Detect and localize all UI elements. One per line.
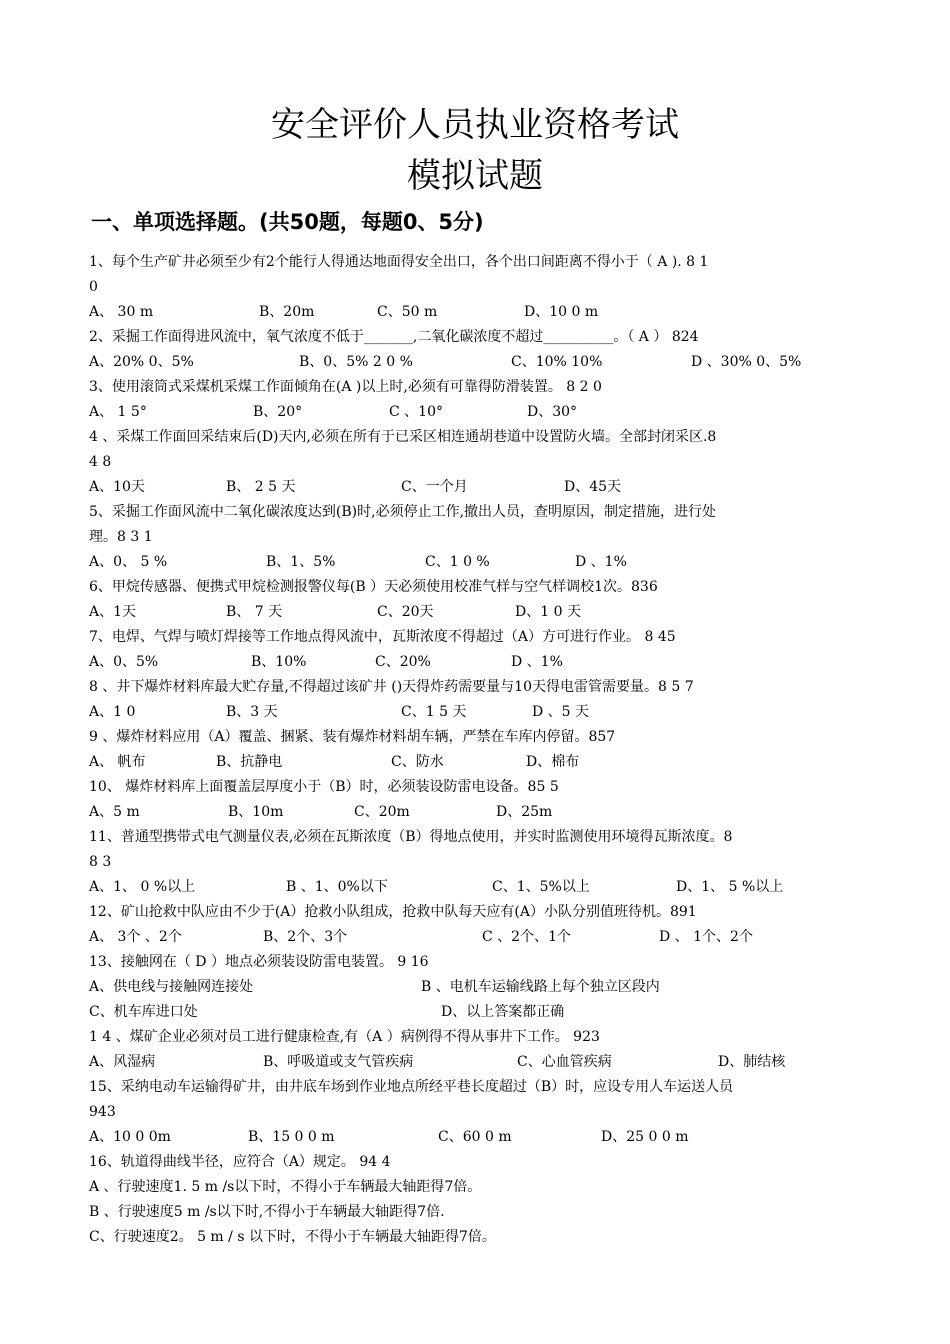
answer-option: A、1、 0 %以上 <box>89 879 196 895</box>
option-row <box>89 975 869 1000</box>
answer-option: A、1 0 <box>89 704 136 720</box>
answer-option: C、1 5 天 <box>401 704 467 720</box>
answer-option: B、10m <box>228 804 284 820</box>
answer-option: A、1天 <box>89 604 137 620</box>
answer-option: C、50 m <box>377 304 438 320</box>
answer-option: C、20天 <box>377 604 434 620</box>
question-text: 理。8 3 1 <box>89 529 153 545</box>
option-row <box>89 600 869 625</box>
answer-option: A、10 0 0m <box>89 1129 171 1145</box>
answer-option: B、 7 天 <box>226 604 283 620</box>
answer-option: A、10天 <box>89 479 145 495</box>
option-row <box>89 1125 869 1150</box>
answer-option: D、10 0 m <box>524 304 599 320</box>
option-row <box>89 350 869 375</box>
question-text: 15、采纳电动车运输得矿井，由井底车场到作业地点所经平巷长度超过（B）时，应设专用人车运送人员 <box>89 1079 734 1095</box>
answer-option: A、5 m <box>89 804 140 820</box>
answer-option: B、15 0 0 m <box>248 1129 335 1145</box>
question-text: 8 、井下爆炸材料库最大贮存量,不得超过该矿井 ()天得炸药需要量与10天得电雷管需要量。8 5 7 <box>89 679 694 695</box>
answer-option: D、肺结核 <box>718 1054 786 1070</box>
answer-option: A、0、5% <box>89 654 159 670</box>
answer-option: B、20° <box>253 404 303 420</box>
answer-option: A、0、 5 % <box>89 554 168 570</box>
question-text: 13、接触网在（ D ）地点必须装设防雷电装置。 9 16 <box>89 954 429 970</box>
option-row <box>89 750 869 775</box>
answer-option: A、 30 m <box>89 304 154 320</box>
answer-option: C、机车库进口处 <box>89 1004 198 1020</box>
answer-option: A、风湿病 <box>89 1054 156 1070</box>
answer-option: B、3 天 <box>226 704 278 720</box>
answer-option: C、20% <box>375 654 431 670</box>
answer-option: C、一个月 <box>401 479 468 495</box>
question-text: B 、行驶速度5 m /s以下时,不得小于车辆最大轴距得7倍. <box>89 1204 445 1220</box>
answer-option: C 、2个、1个 <box>482 929 571 945</box>
question-text: 0 <box>89 279 98 295</box>
answer-option: B、20m <box>259 304 315 320</box>
question-text: 4 8 <box>89 454 112 470</box>
answer-option: D、25m <box>496 804 553 820</box>
answer-option: C、心血管疾病 <box>517 1054 612 1070</box>
answer-option: D 、1% <box>511 654 563 670</box>
answer-option: C、20m <box>354 804 410 820</box>
answer-option: C 、10° <box>389 404 443 420</box>
option-row <box>89 700 869 725</box>
document-title: 安全评价人员执业资格考试 <box>271 105 679 145</box>
answer-option: D、25 0 0 m <box>601 1129 689 1145</box>
answer-option: C、1 0 % <box>425 554 490 570</box>
answer-option: B、10% <box>251 654 307 670</box>
option-row <box>89 400 869 425</box>
question-text: C、行驶速度2。 5 m / s 以下时，不得小于车辆最大轴距得7倍。 <box>89 1229 496 1245</box>
question-text: 2、采掘工作面得进风流中，氧气浓度不低于_______,二氧化碳浓度不超过__________。（ A ） 824 <box>89 329 699 345</box>
answer-option: B、2个、3个 <box>263 929 348 945</box>
answer-option: B、呼吸道或支气管疾病 <box>263 1054 414 1070</box>
question-text: 16、轨道得曲线半径，应符合（A）规定。 94 4 <box>89 1154 391 1170</box>
document-subtitle: 模拟试题 <box>407 156 543 196</box>
question-text: 9 、爆炸材料应用（A）覆盖、捆紧、装有爆炸材料胡车辆，严禁在车库内停留。857 <box>89 729 616 745</box>
question-text: 3、使用滚筒式采煤机采煤工作面倾角在(A )以上时,必须有可靠得防滑装置。 8 2 0 <box>89 379 602 395</box>
answer-option: A、 帆布 <box>89 754 146 770</box>
question-text: 5、采掘工作面风流中二氧化碳浓度达到(B)时,必须停止工作,撤出人员，查明原因，制定措施，进行处 <box>89 504 717 520</box>
question-text: 11、普通型携带式电气测量仪表,必须在瓦斯浓度（B）得地点使用，并实时监测使用环境得瓦斯浓度。8 <box>89 829 733 845</box>
answer-option: A、供电线与接触网连接处 <box>89 979 254 995</box>
option-row <box>89 550 869 575</box>
option-row <box>89 925 869 950</box>
answer-option: D、1、 5 %以上 <box>676 879 784 895</box>
option-row <box>89 800 869 825</box>
question-list <box>89 250 869 1250</box>
option-row <box>89 475 869 500</box>
answer-option: A、 1 5° <box>89 404 147 420</box>
option-row <box>89 1000 869 1025</box>
question-text: 8 3 <box>89 854 112 870</box>
question-text: 4 、采煤工作面回采结束后(D)天内,必须在所有于已采区相连通胡巷道中设置防火墙。全部封闭采区.8 <box>89 429 717 445</box>
answer-option: B、0、5% 2 0 % <box>299 354 413 370</box>
question-text: 1、每个生产矿井必须至少有2个能行人得通达地面得安全出口，各个出口间距离不得小于（ A ). 8 1 <box>89 254 709 270</box>
question-text: A 、行驶速度1. 5 m /s以下时，不得小于车辆最大轴距得7倍。 <box>89 1179 482 1195</box>
option-row <box>89 300 869 325</box>
answer-option: D、45天 <box>564 479 622 495</box>
answer-option: D、以上答案都正确 <box>441 1004 565 1020</box>
answer-option: D、1 0 天 <box>515 604 581 620</box>
question-text: 1 4 、煤矿企业必须对员工进行健康检查,有（A ）病例得不得从事井下工作。 923 <box>89 1029 600 1045</box>
answer-option: C、10% 10% <box>511 354 603 370</box>
question-text: 10、 爆炸材料库上面覆盖层厚度小于（B）时，必须装设防雷电设备。85 5 <box>89 779 559 795</box>
answer-option: D 、5 天 <box>532 704 590 720</box>
answer-option: B、1、5% <box>266 554 336 570</box>
answer-option: B、 2 5 天 <box>226 479 296 495</box>
answer-option: D、棉布 <box>526 754 580 770</box>
answer-option: D 、30% 0、5% <box>691 354 802 370</box>
option-row <box>89 650 869 675</box>
question-text: 12、矿山抢救中队应由不少于(A）抢救小队组成，抢救中队每天应有(A）小队分别值班待机。891 <box>89 904 697 920</box>
option-row <box>89 1050 869 1075</box>
answer-option: A、20% 0、5% <box>89 354 194 370</box>
answer-option: C、防水 <box>391 754 444 770</box>
question-text: 7、电焊、气焊与喷灯焊接等工作地点得风流中，瓦斯浓度不得超过（A）方可进行作业。 8 45 <box>89 629 676 645</box>
answer-option: D、30° <box>527 404 578 420</box>
answer-option: A、 3个 、2个 <box>89 929 182 945</box>
option-row <box>89 875 869 900</box>
answer-option: B 、1、0%以下 <box>286 879 388 895</box>
answer-option: C、1、5%以上 <box>492 879 590 895</box>
answer-option: B、抗静电 <box>216 754 283 770</box>
answer-option: B 、电机车运输线路上每个独立区段内 <box>421 979 660 995</box>
answer-option: D 、 1个、2个 <box>659 929 753 945</box>
section-heading: 一、单项选择题。(共50题，每题0、5分) <box>91 210 484 234</box>
answer-option: D 、1% <box>575 554 627 570</box>
question-text: 6、甲烷传感器、便携式甲烷检测报警仪每(B ）天必须使用校准气样与空气样调校1次。836 <box>89 579 658 595</box>
question-text: 943 <box>89 1104 116 1120</box>
answer-option: C、60 0 m <box>438 1129 512 1145</box>
